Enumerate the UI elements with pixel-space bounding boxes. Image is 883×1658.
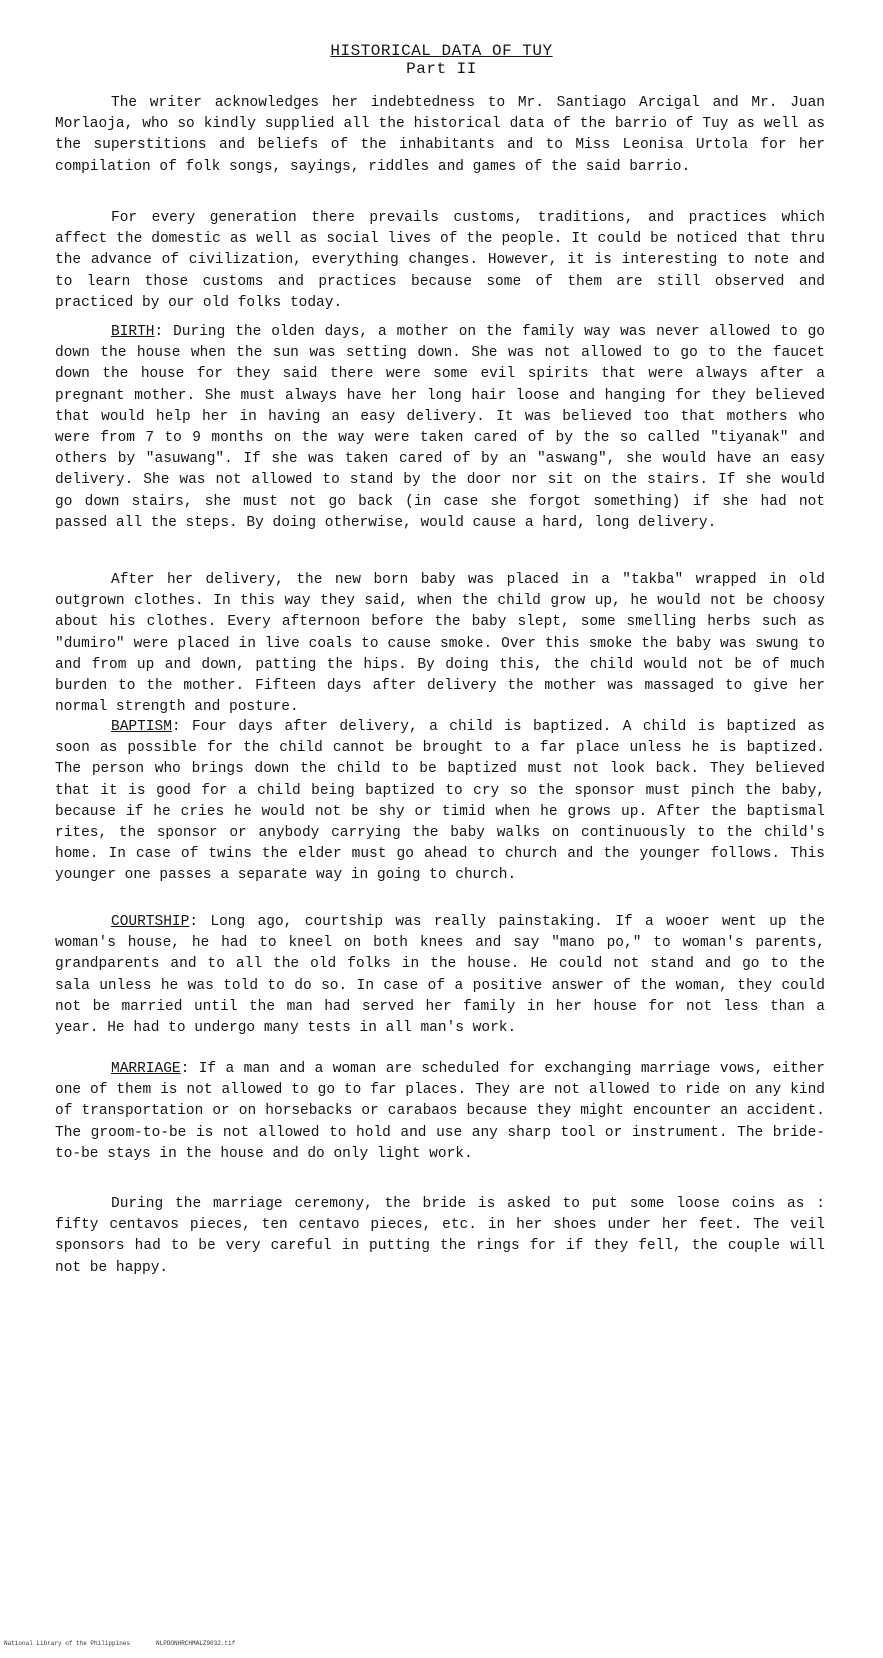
paragraph-text: : Long ago, courtship was really painstaking. If a wooer went up the woman's house, he had to kneel on both knees and say "mano po," to woman's parents, grandparents and to all the old folks in the house. He could not stand and go to the sala unless he was told to do so. In case of a positive answer of the woman, they could not be married until the man had served her family in her house for not less than a year. He had to undergo many tests in all man's work. xyxy=(55,914,825,1037)
paragraph-after-delivery xyxy=(55,570,825,718)
paragraph-birth xyxy=(55,322,825,534)
paragraph-courtship xyxy=(55,912,825,1039)
section-heading-baptism: BAPTISM xyxy=(111,719,172,735)
paragraph-marriage xyxy=(55,1059,825,1165)
document-title: HISTORICAL DATA OF TUY xyxy=(330,42,553,60)
library-credit: National Library of the Philippines xyxy=(4,1640,131,1647)
paragraph-text: : If a man and a woman are scheduled for exchanging marriage vows, either one of them is not allowed to go to far places. They are not allowed to ride on any kind of transportation or on horsebacks or carabaos because they might encounter an accident. The groom-to-be is not allowed to hold and use any sharp tool or instrument. The bride-to-be stays in the house and do only light work. xyxy=(55,1061,825,1162)
paragraph-text: : Four days after delivery, a child is baptized. A child is baptized as soon as possible for the child cannot be brought to a far place unless he is baptized. The person who brings down the child to be baptized must not look back. They believed that it is good for a child being baptized to cry so the sponsor must pinch the baby, because if he cries he would not be shy or timid when he grows up. After the baptismal rites, the sponsor or anybody carrying the baby walks on continuously to the child's home. In case of twins the elder must go ahead to church and the younger follows. This younger one passes a separate way in going to church. xyxy=(55,719,825,884)
paragraph-text: For every generation there prevails customs, traditions, and practices which affect the domestic as well as social lives of the people. It could be noticed that thru the advance of civilization, everything changes. However, it is interesting to note and to learn those customs and practices because some of them are still observed and practiced by our old folks today. xyxy=(55,210,825,311)
paragraph-text: After her delivery, the new born baby was placed in a "takba" wrapped in old outgrown clothes. In this way they said, when the child grow up, he would not be choosy about his clothes. Every afternoon before the baby slept, some smelling herbs such as "dumiro" were placed in live coals to cause smoke. Over this smoke the baby was swung to and from up and down, patting the hips. By doing this, the child would not be of much burden to the mother. Fifteen days after delivery the mother was massaged to give her normal strength and posture. xyxy=(55,572,825,716)
paragraph-baptism xyxy=(55,717,825,887)
paragraph-text: During the marriage ceremony, the bride is asked to put some loose coins as : fifty centavos pieces, ten centavo pieces, etc. in her shoes under her feet. The veil sponsors had to be very careful in putting the rings for if they fell, the couple will not be happy. xyxy=(55,1196,825,1276)
section-heading-birth: BIRTH xyxy=(111,324,155,340)
paragraph-introduction xyxy=(55,208,825,314)
paragraph-marriage-ceremony xyxy=(55,1194,825,1279)
scan-footer xyxy=(4,1640,261,1647)
paragraph-acknowledgement xyxy=(55,93,825,178)
document-subtitle: Part II xyxy=(406,60,477,78)
section-heading-marriage: MARRIAGE xyxy=(111,1061,181,1077)
paragraph-text: : During the olden days, a mother on the family way was never allowed to go down the house when the sun was setting down. She was not allowed to go to the faucet down the house for they said there were some evil spirits that were always after a pregnant mother. She must always have her long hair loose and hanging for they believed that would help her in having an easy delivery. It was believed too that mothers who were from 7 to 9 months on the way were taken cared of by the so called "tiyanak" and others by "asuwang". If she was taken cared of by an "aswang", she would have an easy delivery. She was not allowed to stand by the door nor sit on the stairs. If she would go down stairs, she must not go back (in case she forgot something) if she had not passed all the steps. By doing otherwise, would cause a hard, long delivery. xyxy=(55,324,825,531)
section-heading-courtship: COURTSHIP xyxy=(111,914,190,930)
file-identifier: NLPDONHRCHMALZ9032.tif xyxy=(156,1640,236,1647)
paragraph-text: The writer acknowledges her indebtedness to Mr. Santiago Arcigal and Mr. Juan Morlaoja, who so kindly supplied all the historical data of the barrio of Tuy as well as the superstitions and beliefs of the inhabitants and to Miss Leonisa Urtola for her compilation of folk songs, sayings, riddles and games of the said barrio. xyxy=(55,95,825,175)
